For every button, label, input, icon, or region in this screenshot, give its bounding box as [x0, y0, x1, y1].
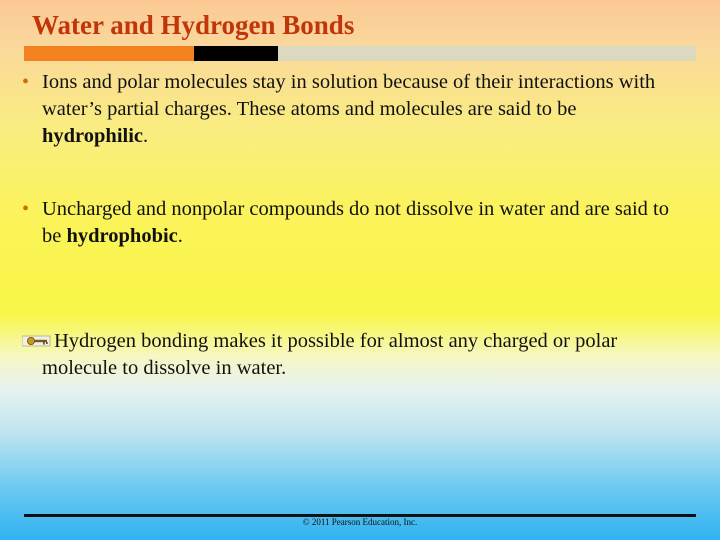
term-hydrophobic: hydrophobic [66, 225, 178, 247]
bullet-1-end: . [143, 125, 149, 147]
bullet-3 [42, 328, 682, 382]
bullet-marker-2: • [22, 198, 30, 220]
term-hydrophilic: hydrophilic [42, 125, 144, 147]
title-bar-grey [278, 46, 696, 61]
bullet-1-text: Ions and polar molecules stay in solution because of their interactions with water’s partial charges. These atoms and molecules are said to be [42, 71, 656, 120]
title-bar-black [194, 46, 278, 61]
bullet-1 [42, 69, 682, 150]
title-bar-orange [24, 46, 194, 61]
slide-title: Water and Hydrogen Bonds [32, 10, 355, 40]
bullet-marker-1: • [22, 71, 30, 93]
bullet-3-text: Hydrogen bonding makes it possible for almost any charged or polar molecule to dissolve in water. [42, 330, 618, 379]
bullet-2-text: Uncharged and nonpolar compounds do not dissolve in water and are said to be [42, 198, 670, 247]
bullet-2 [42, 196, 682, 250]
bullet-2-end: . [177, 225, 183, 247]
copyright-footer: © 2011 Pearson Education, Inc. [302, 517, 418, 527]
